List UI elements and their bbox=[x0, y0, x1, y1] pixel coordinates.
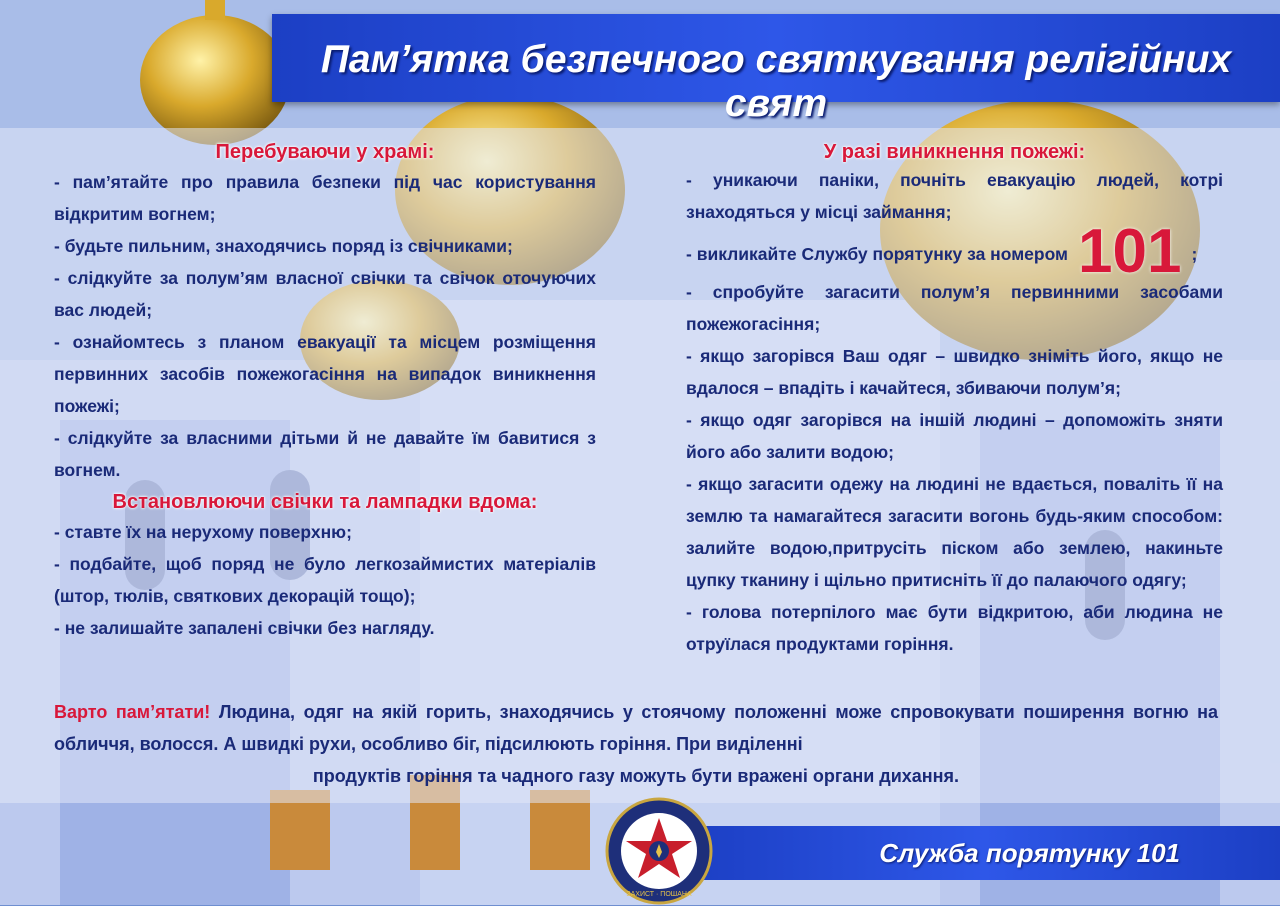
right-column bbox=[686, 140, 1223, 660]
rescue-service-emblem-icon bbox=[604, 796, 714, 906]
list-item: - якщо загорівся Ваш одяг – швидко зніміть його, якщо не вдалося – впадіть і качайтеся, збиваючи полум’я; bbox=[686, 346, 1223, 398]
list-item: - не залишайте запалені свічки без нагляду. bbox=[54, 618, 435, 638]
emergency-number: 101 bbox=[1077, 217, 1182, 286]
remember-note bbox=[54, 696, 1218, 792]
remember-text: Людина, одяг на якій горить, знаходячись у стоячому положенні може спровокувати поширення вогню на обличчя, волосся. А швидкі рухи, особливо біг, підсилюють горіння. При виділенні bbox=[54, 702, 1218, 754]
call-suffix: ; bbox=[1191, 244, 1198, 264]
list-item: - уникаючи паніки, почніть евакуацію людей, котрі знаходяться у місці займання; bbox=[686, 170, 1223, 222]
list-item: - ставте їх на нерухому поверхню; bbox=[54, 522, 352, 542]
left-column bbox=[54, 138, 596, 644]
list-item: - голова потерпілого має бути відкритою, аби людина не отруїлася продуктами горіння. bbox=[686, 602, 1223, 654]
emblem-text: ЗАХИСТ · ПОШАНА bbox=[626, 891, 692, 898]
call-item bbox=[686, 217, 1223, 286]
list-item: - слідкуйте за полум’ям власної свічки та свічок оточуючих вас людей; bbox=[54, 268, 596, 320]
remember-label: Варто пам’ятати! bbox=[54, 702, 211, 722]
remember-last-line: продуктів горіння та чадного газу можуть бути вражені органи дихання. bbox=[312, 766, 960, 786]
list-item: - спробуйте загасити полум’я первинними засобами пожежогасіння; bbox=[686, 282, 1223, 334]
list-item: - якщо одяг загорівся на іншій людині – допоможіть зняти його або залити водою; bbox=[686, 410, 1223, 462]
in-temple-heading: Перебуваючи у храмі: bbox=[215, 141, 435, 163]
footer-text: Служба порятунку 101 bbox=[879, 838, 1180, 868]
list-item: - пам’ятайте про правила безпеки під час користування відкритим вогнем; bbox=[54, 172, 596, 224]
call-prefix: - викликайте Службу порятунку за номером bbox=[686, 244, 1068, 264]
title-banner bbox=[272, 14, 1280, 125]
list-item: - подбайте, щоб поряд не було легкозаймистих матеріалів (штор, тюлів, святкових декорацій тощо); bbox=[54, 554, 596, 606]
list-item: - будьте пильним, знаходячись поряд із свічниками; bbox=[54, 236, 513, 256]
list-item: - ознайомтесь з планом евакуації та місцем розміщення первинних засобів пожежогасіння на випадок виникнення пожежі; bbox=[54, 332, 596, 416]
at-home-heading: Встановлюючи свічки та лампадки вдома: bbox=[112, 491, 538, 513]
list-item: - слідкуйте за власними дітьми й не давайте їм бавитися з вогнем. bbox=[54, 428, 596, 480]
footer-banner bbox=[690, 826, 1280, 880]
fire-heading: У разі виникнення пожежі: bbox=[823, 141, 1086, 163]
page-title: Пам’ятка безпечного святкування релігійних свят bbox=[320, 38, 1232, 125]
list-item: - якщо загасити одежу на людині не вдається, поваліть її на землю та намагайтеся загасити вогонь будь-яким способом: залийте водою,притрусіть піском або землею, накиньте цупку тканину і щільно притисніть її до палаючого одягу; bbox=[686, 474, 1223, 590]
